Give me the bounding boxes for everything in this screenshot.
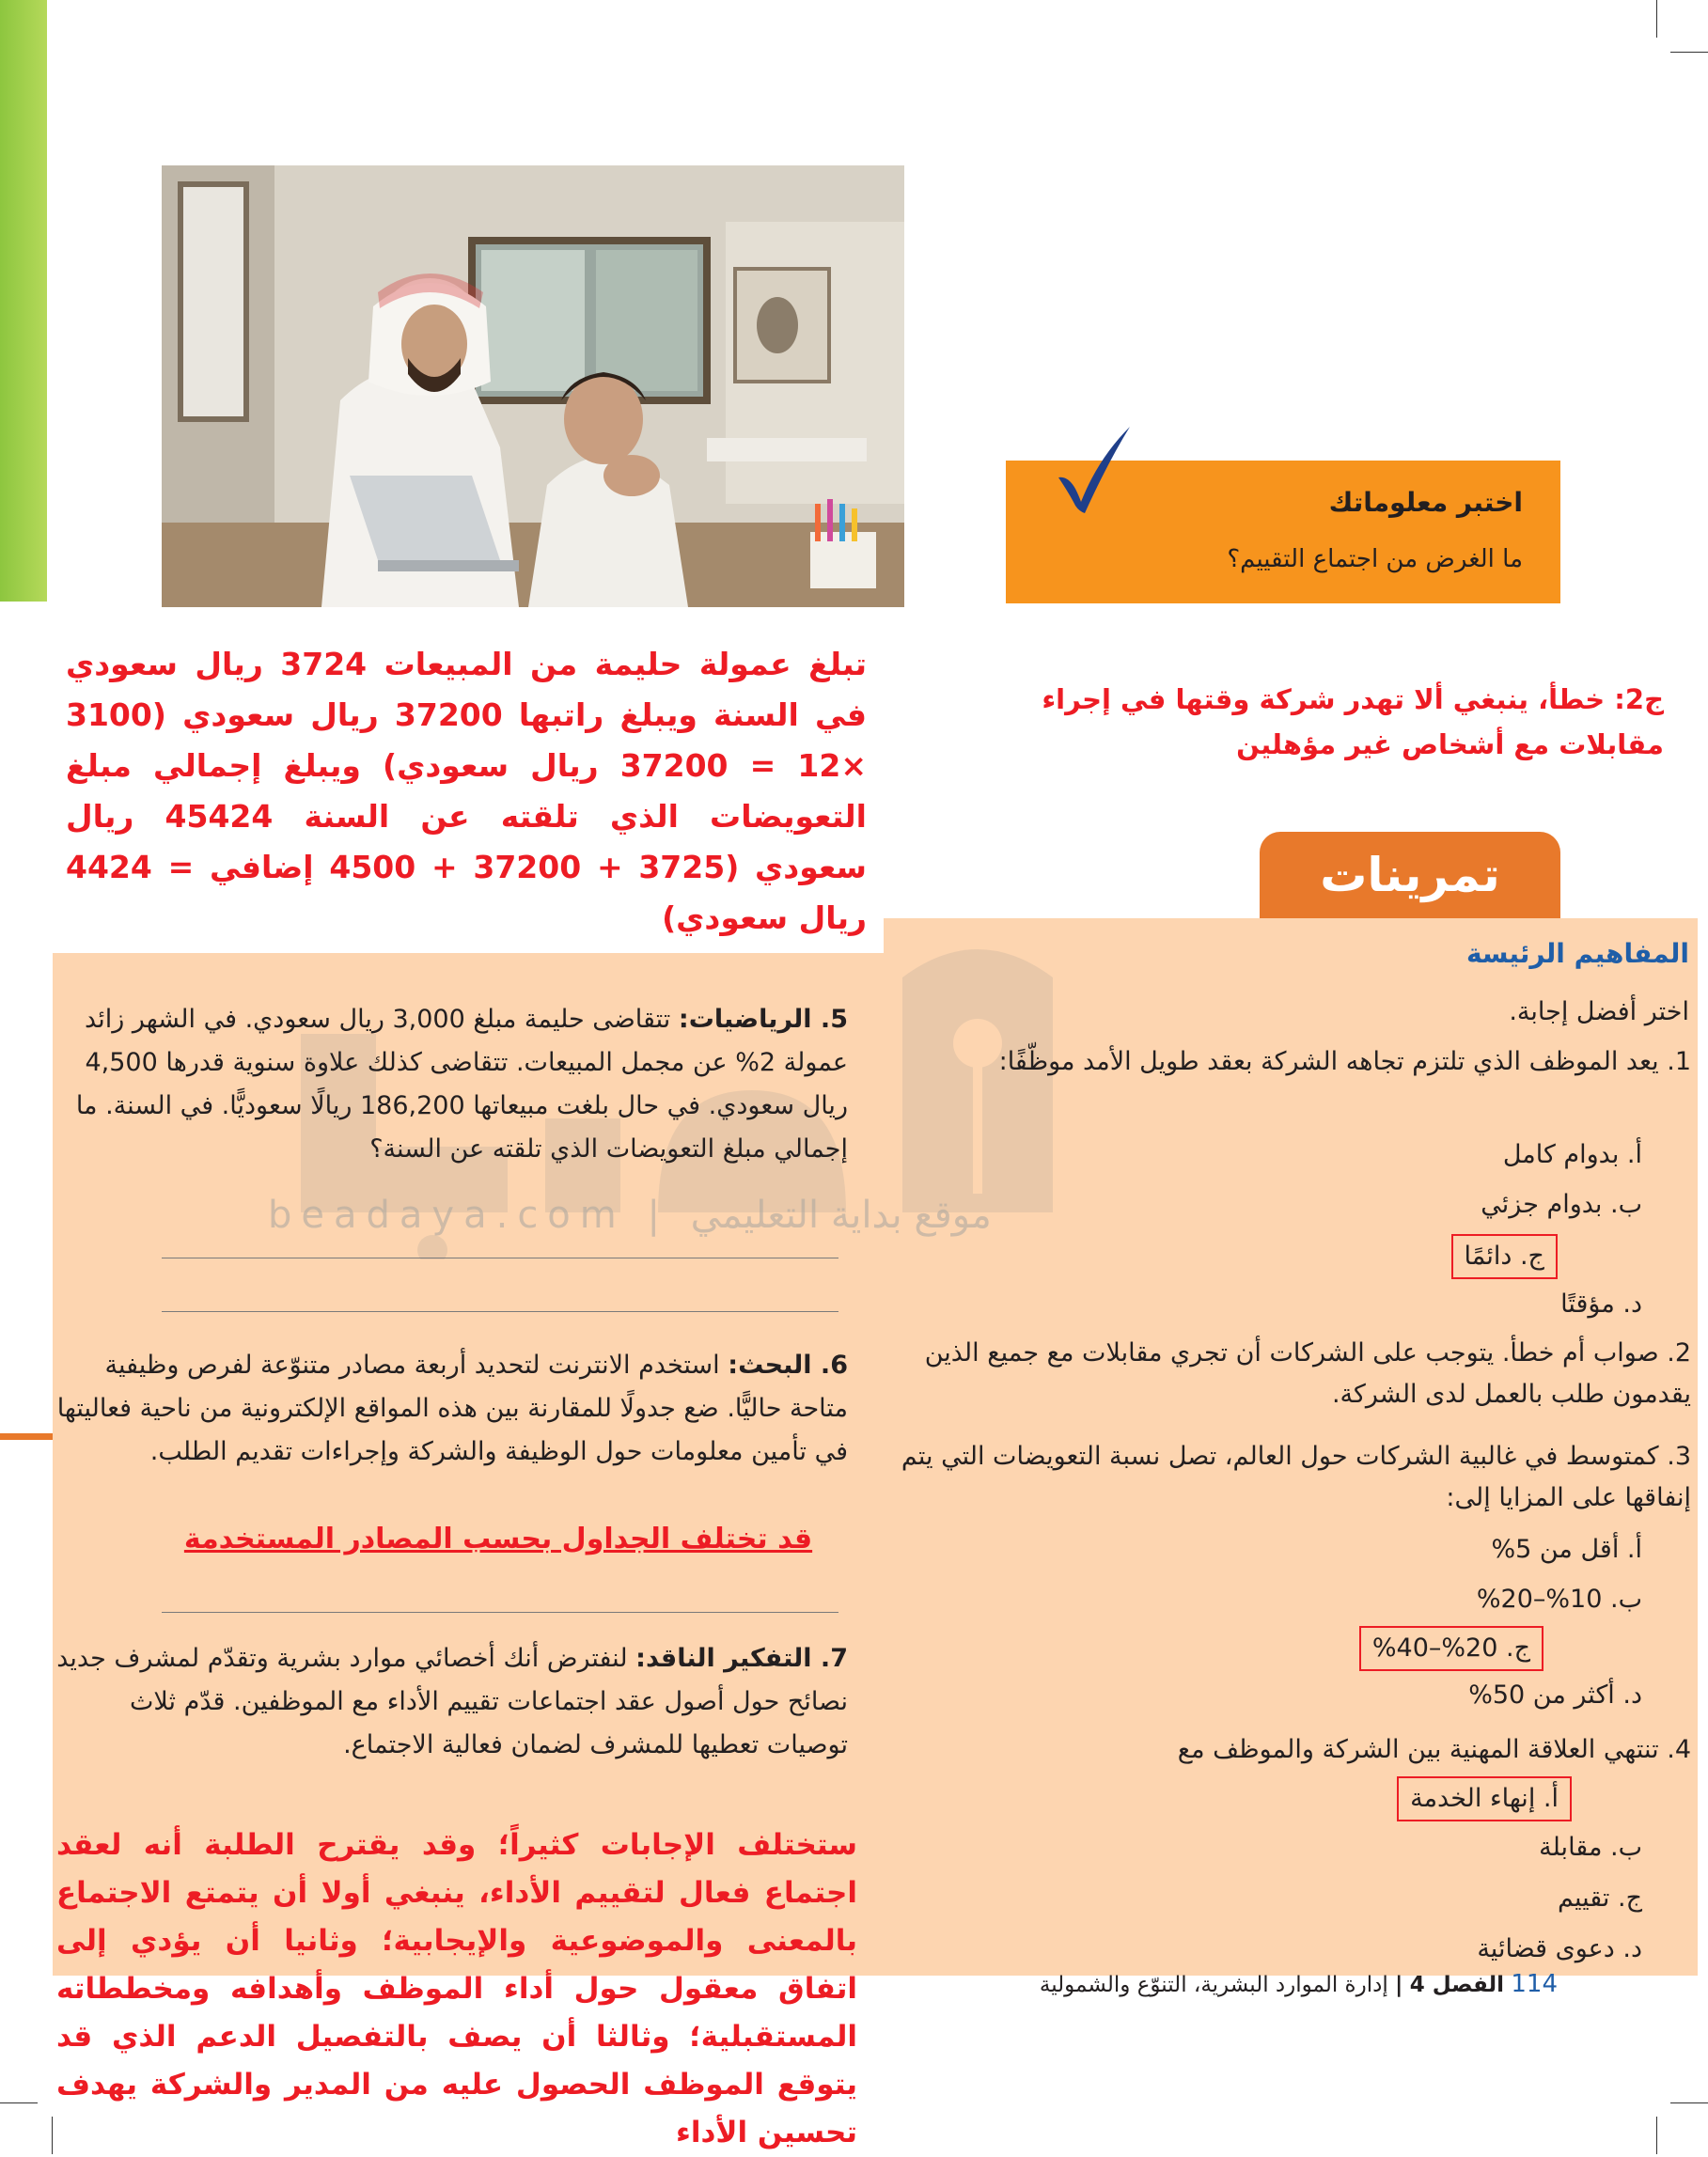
chapter-title: إدارة الموارد البشرية، التنوّع والشمولية xyxy=(1039,1973,1388,1997)
answer-commission: تبلغ عمولة حليمة من المبيعات 3724 ريال سعودي في السنة ويبلغ راتبها 37200 ريال سعودي (3100 ×12 = 37200 ريال سعودي) ويبلغ إجمالي مبلغ التعويضات الذي تلقته عن السنة 45424 ريال سعودي (3725 + 37200 + 4500 إضافي = 4424 ريال سعودي) xyxy=(49,632,884,953)
q4-option-a-selected: أ. إنهاء الخدمة xyxy=(1397,1776,1572,1821)
q3-option-c-selected: ج. 20%–40% xyxy=(1359,1626,1543,1671)
test-your-knowledge-box xyxy=(1006,461,1560,603)
q1-option-a: أ. بدوام كامل xyxy=(1502,1140,1642,1169)
crop-mark xyxy=(1670,52,1708,53)
page-number: 114 xyxy=(1511,1970,1558,1998)
footer-separator: | xyxy=(1395,1973,1403,1997)
quiz-title: اختبر معلوماتك xyxy=(1328,487,1523,518)
margin-marker xyxy=(0,1433,53,1440)
q4-option-d: د. دعوى قضائية xyxy=(1477,1934,1642,1963)
question-2: 2. صواب أم خطأ. يتوجب على الشركات أن تجري مقابلات مع جميع الذين يقدمون طلب بالعمل لدى الشركة. xyxy=(924,1338,1691,1409)
crop-mark xyxy=(52,2117,53,2154)
q3-option-a: أ. أقل من 5% xyxy=(1491,1535,1642,1564)
q7-text: لنفترض أنك أخصائي موارد بشرية وتقدّم لمشرف جديد نصائح حول أصول عقد اجتماعات تقييم الأداء مع الموظفين. قدّم ثلاث توصيات تعطيها للمشرف لضمان فعالية الاجتماع. xyxy=(56,1644,848,1759)
crop-mark xyxy=(0,2102,38,2103)
page-footer xyxy=(1040,1970,1558,1998)
chapter-color-bar xyxy=(0,0,47,602)
q6-label: 6. البحث: xyxy=(728,1351,848,1380)
question-6 xyxy=(54,1344,848,1474)
crop-mark xyxy=(1656,0,1657,38)
answer-critical-thinking: ستختلف الإجابات كثيراً؛ وقد يقترح الطلبة أنه لعقد اجتماع فعال لتقييم الأداء، ينبغي أولا أن يتمتع الاجتماع بالمعنى والموضوعية والإيجابية؛ وثانيا أن يؤدي إلى اتفاق معقول حول أداء الموظف وأهدافه ومخططاته المستقبلية؛ وثالثا أن يصف بالتفصيل الدعم الذي قد يتوقع الموظف الحصول عليه من المدير والشركة يهدف تحسين الأداء xyxy=(56,1828,857,2149)
answer-research: قد تختلف الجداول بحسب المصادر المستخدمة xyxy=(183,1523,813,1555)
q6-text: استخدم الانترنت لتحديد أربعة مصادر متنوّعة لفرص وظيفية متاحة حاليًّا. ضع جدولًا للمقارنة بين هذه المواقع الإلكترونية من ناحية فعاليتها في تأمين معلومات حول الوظيفة والشركة وإجراءات تقديم الطلب. xyxy=(56,1351,848,1466)
q7-label: 7. التفكير الناقد: xyxy=(635,1644,848,1673)
question-1: 1. يعد الموظف الذي تلتزم تجاهه الشركة بعقد طويل الأمد موظّفًا: xyxy=(998,1047,1691,1076)
q5-label: 5. الرياضيات: xyxy=(678,1005,848,1034)
question-4: 4. تنتهي العلاقة المهنية بين الشركة والموظف مع xyxy=(1177,1735,1691,1764)
q1-option-d: د. مؤقتًا xyxy=(1560,1290,1642,1319)
q4-option-b: ب. مقابلة xyxy=(1539,1833,1642,1862)
q3-option-d: د. أكثر من 50% xyxy=(1468,1680,1642,1710)
crop-mark xyxy=(1670,2102,1708,2103)
chapter-number: الفصل 4 xyxy=(1409,1973,1505,1997)
question-3: 3. كمتوسط في غالبية الشركات حول العالم، تصل نسبة التعويضات التي يتم إنفاقها على المزايا إلى: xyxy=(901,1442,1691,1512)
instruction-text: اختر أفضل إجابة. xyxy=(1509,997,1689,1026)
crop-mark xyxy=(1656,2117,1657,2154)
answer-question-2: ج2: خطأ، ينبغي ألا تهدر شركة وقتها في إجراء مقابلات مع أشخاص غير مؤهلين xyxy=(1042,683,1664,760)
quiz-question: ما الغرض من اجتماع التقييم؟ xyxy=(1227,545,1523,573)
question-5 xyxy=(54,998,848,1171)
watermark-site-text: beadaya.com | موقع بداية التعليمي xyxy=(268,1194,992,1237)
q1-option-b: ب. بدوام جزئي xyxy=(1481,1190,1642,1219)
q3-option-b: ب. 10%–20% xyxy=(1476,1585,1642,1614)
key-concepts-heading: المفاهيم الرئيسة xyxy=(1465,938,1689,969)
checkmark-icon xyxy=(1051,421,1136,515)
exercises-tab: تمرينات xyxy=(1260,832,1560,918)
q4-option-c: ج. تقييم xyxy=(1557,1883,1642,1913)
q1-option-c-selected: ج. دائمًا xyxy=(1451,1234,1558,1279)
photo-father-son-laptop xyxy=(162,165,904,607)
answer-line xyxy=(162,1311,838,1312)
question-7 xyxy=(54,1637,848,1767)
answer-line xyxy=(162,1612,838,1613)
q5-text: تتقاضى حليمة مبلغ 3,000 ريال سعودي. في الشهر زائد عمولة 2% عن مجمل المبيعات. تتقاضى كذلك علاوة سنوية قدرها 4,500 ريال سعودي. في حال بلغت مبيعاتها 186,200 ريالًا سعوديًّا. في السنة. ما إجمالي مبلغ التعويضات الذي تلقته عن السنة؟ xyxy=(75,1005,848,1164)
